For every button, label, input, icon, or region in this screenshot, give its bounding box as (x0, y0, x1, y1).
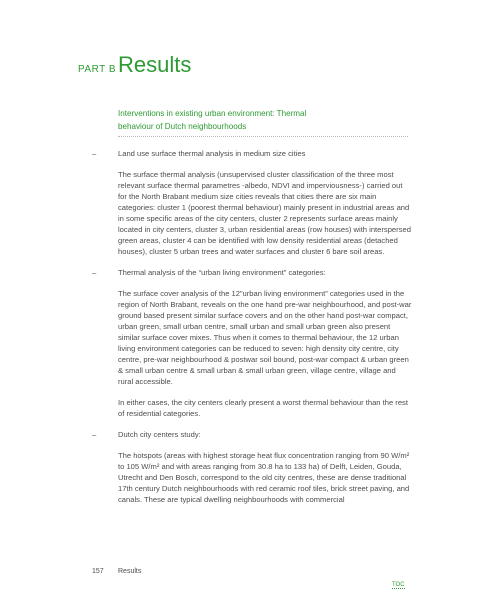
bullet-text: Thermal analysis of the “urban living environment” categories: (118, 268, 326, 277)
body-content (92, 148, 412, 515)
part-label: PART B (78, 64, 117, 75)
paragraph: The surface cover analysis of the 12”urban living environment” categories used in the region of North Brabant, reveals on the one hand pre-war neighbourhood, and post-war ground based present similar surface covers and on the other hand post-war compact, urban green, small urban centre, small urban and small urban green also present similar surface cover mixes. Thus when it comes to thermal behaviour, the 12 urban living environment categories can be reduced to seven: high density city centre, city centre, pre-war neighbourhood & postwar soil bound, post-war compact & urban green & small urban centre & small urban & small urban green, village centre, village and rural accessible. (118, 289, 412, 386)
footer-section-label: Results (118, 568, 142, 575)
toc-link[interactable]: TOC (392, 582, 405, 588)
bullet-text: Land use surface thermal analysis in medium size cities (118, 149, 306, 158)
paragraph: The surface thermal analysis (unsupervised cluster classification of the three most relevant surface thermal parametres -albedo, NDVI and imperviousness-) carried out for the North Brabant medium size cities reveals that cities there are six main categories: cluster 1 (poorest thermal behaviour) mainly present in industrial areas and in some specific areas of the city centers, cluster 2 represents surface areas mainly located in city centers, cluster 3, urban residential areas (row houses) with interspersed green areas, cluster 4 can be identified with low density residential areas (detached houses), cluster 5 urban trees and water surfaces and cluster 6 bare soil areas. (118, 170, 411, 256)
page-number: 157 (92, 568, 104, 575)
dotted-divider (118, 136, 408, 137)
section-heading-line-2: behaviour of Dutch neighbourhoods (118, 122, 247, 131)
section-heading-line-1: Interventions in existing urban environment: Thermal (118, 109, 307, 118)
bullet-item (92, 148, 412, 159)
paragraph: The hotspots (areas with highest storage heat flux concentration ranging from 90 W/m² to 105 W/m² and with areas ranging from 30.8 ha to 133 ha) of Delft, Leiden, Gouda, Utrecht and Den Bosch, correspond to the old city centres, these are dense traditional 17th century Dutch neighbourhoods with red ceramic roof tiles, brick street paving, and canals. These are typical dwelling neighbourhoods with commercial (118, 451, 410, 504)
section-heading (118, 107, 408, 133)
bullet-item (92, 267, 412, 278)
bullet-dash: – (92, 149, 97, 158)
part-title: Results (118, 52, 192, 77)
bullet-text: Dutch city centers study: (118, 430, 201, 439)
paragraph: In either cases, the city centers clearly present a worst thermal behaviour than the rest of residential categories. (118, 398, 408, 418)
bullet-dash: – (92, 430, 97, 439)
bullet-item (92, 429, 412, 440)
bullet-dash: – (92, 268, 97, 277)
